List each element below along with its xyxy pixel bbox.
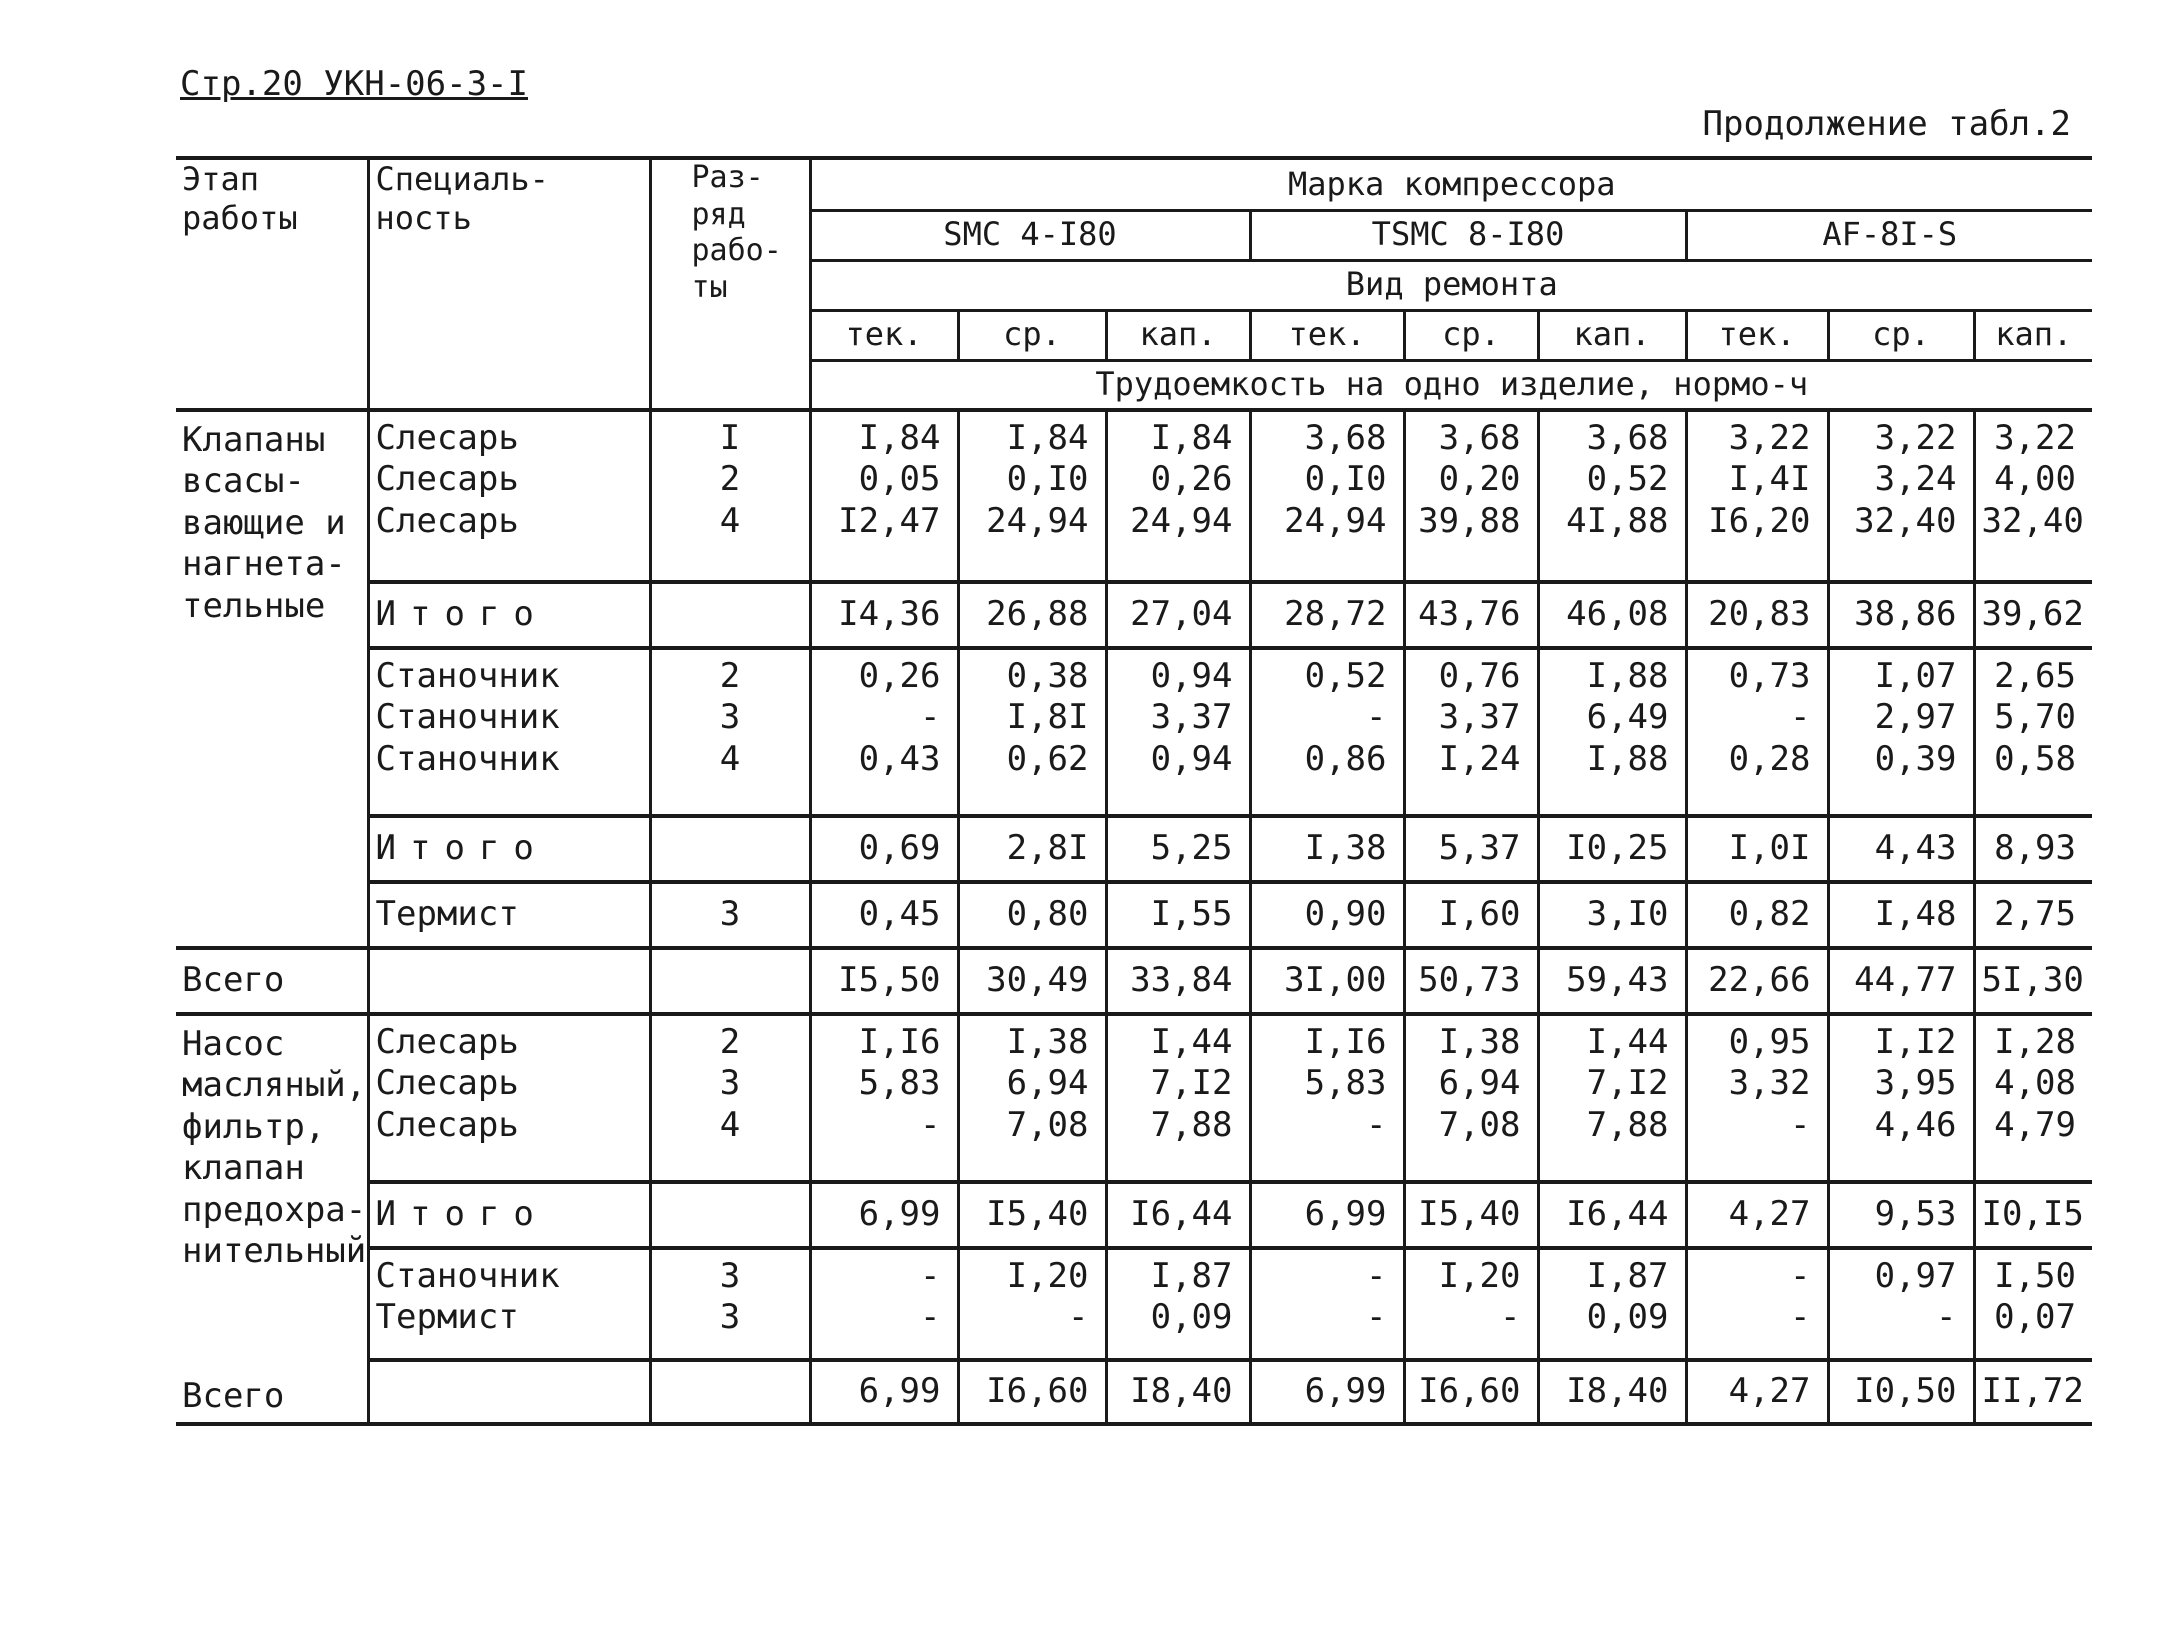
labor-caption: Трудоемкость на одно изделие, нормо-ч <box>810 360 2092 410</box>
table-row <box>176 882 2092 948</box>
col-header-grade: Раз- ряд рабо- ты <box>650 158 810 410</box>
grand-total-value: I0,50 <box>1828 1360 1974 1424</box>
total-value: 46,08 <box>1538 582 1686 648</box>
value-cell: I,87 0,09 <box>1106 1248 1250 1360</box>
col-header-stage: Этап работы <box>176 158 368 410</box>
grade-cell: 2 3 4 <box>650 648 810 816</box>
model-af-81-s: AF-8I-S <box>1686 210 2092 260</box>
grand-total-value: I6,60 <box>958 1360 1106 1424</box>
value-cell: I,07 2,97 0,39 <box>1828 648 1974 816</box>
grand-total-value: 33,84 <box>1106 948 1250 1014</box>
value-cell: 3,68 0,I0 24,94 <box>1250 410 1404 582</box>
value-cell: 0,52 - 0,86 <box>1250 648 1404 816</box>
value-cell: I,60 <box>1404 882 1538 948</box>
value-cell: - - <box>1250 1248 1404 1360</box>
total-value: I5,40 <box>958 1182 1106 1248</box>
value-cell: 3,22 I,4I I6,20 <box>1686 410 1828 582</box>
table-row <box>176 1248 2092 1360</box>
grand-total-value: I8,40 <box>1538 1360 1686 1424</box>
page-header: Стр.20 УКН-06-3-I <box>180 64 528 104</box>
grand-total-value: 4,27 <box>1686 1360 1828 1424</box>
grand-total-value: I6,60 <box>1404 1360 1538 1424</box>
specialty-cell <box>368 1360 650 1424</box>
value-cell: 2,75 <box>1974 882 2092 948</box>
grade-cell: 3 <box>650 882 810 948</box>
value-cell: I,88 6,49 I,88 <box>1538 648 1686 816</box>
col-header-repair-type: Вид ремонта <box>810 260 2092 310</box>
grade-cell: 3 3 <box>650 1248 810 1360</box>
total-value: 27,04 <box>1106 582 1250 648</box>
repair-kind: ср. <box>1828 310 1974 360</box>
total-value: I6,44 <box>1538 1182 1686 1248</box>
total-value: 26,88 <box>958 582 1106 648</box>
table-row <box>176 1014 2092 1182</box>
value-cell: I,I6 5,83 - <box>810 1014 958 1182</box>
total-value: 0,69 <box>810 816 958 882</box>
value-cell: I,38 6,94 7,08 <box>1404 1014 1538 1182</box>
col-header-specialty: Специаль- ность <box>368 158 650 410</box>
value-cell: I,44 7,I2 7,88 <box>1106 1014 1250 1182</box>
value-cell: I,50 0,07 <box>1974 1248 2092 1360</box>
total-value: I,0I <box>1686 816 1828 882</box>
value-cell: 0,76 3,37 I,24 <box>1404 648 1538 816</box>
total-value: I,38 <box>1250 816 1404 882</box>
grade-cell <box>650 582 810 648</box>
value-cell: I,84 0,26 24,94 <box>1106 410 1250 582</box>
grand-total-label: Всего <box>176 948 368 1014</box>
grand-total-value: I5,50 <box>810 948 958 1014</box>
specialty-cell: Станочник Станочник Станочник <box>368 648 650 816</box>
value-cell: 0,38 I,8I 0,62 <box>958 648 1106 816</box>
value-cell: 3,22 3,24 32,40 <box>1828 410 1974 582</box>
value-cell: I,20 - <box>958 1248 1106 1360</box>
grand-total-value: 6,99 <box>810 1360 958 1424</box>
labor-table <box>176 156 2092 1426</box>
value-cell: 0,80 <box>958 882 1106 948</box>
total-row <box>176 582 2092 648</box>
value-cell: I,44 7,I2 7,88 <box>1538 1014 1686 1182</box>
value-cell: 0,82 <box>1686 882 1828 948</box>
stage-oil-pump: Насос масляный, фильтр, клапан предохра- нительный <box>176 1014 368 1424</box>
repair-kind: тек. <box>1250 310 1404 360</box>
total-value: 43,76 <box>1404 582 1538 648</box>
table-row <box>176 410 2092 582</box>
specialty-cell: Станочник Термист <box>368 1248 650 1360</box>
total-row <box>176 816 2092 882</box>
repair-kind: кап. <box>1106 310 1250 360</box>
total-row <box>176 1182 2092 1248</box>
grand-total-value: 5I,30 <box>1974 948 2092 1014</box>
total-label: Итого <box>368 816 650 882</box>
grade-cell <box>650 948 810 1014</box>
total-label: Итого <box>368 582 650 648</box>
grand-total-label-2: Всего <box>182 1376 292 1416</box>
total-value: 6,99 <box>1250 1182 1404 1248</box>
grand-total-value: 59,43 <box>1538 948 1686 1014</box>
value-cell: 3,68 0,52 4I,88 <box>1538 410 1686 582</box>
grand-total-value: 50,73 <box>1404 948 1538 1014</box>
total-value: 39,62 <box>1974 582 2092 648</box>
col-header-compressor-brand: Марка компрессора <box>810 158 2092 210</box>
value-cell: I,84 0,05 I2,47 <box>810 410 958 582</box>
grand-total-value: 22,66 <box>1686 948 1828 1014</box>
model-smc-4-180: SMC 4-I80 <box>810 210 1250 260</box>
total-value: 4,43 <box>1828 816 1974 882</box>
total-value: 9,53 <box>1828 1182 1974 1248</box>
total-value: 6,99 <box>810 1182 958 1248</box>
value-cell: 0,95 3,32 - <box>1686 1014 1828 1182</box>
value-cell: 3,22 4,00 32,40 <box>1974 410 2092 582</box>
repair-kind: тек. <box>1686 310 1828 360</box>
repair-kind: кап. <box>1538 310 1686 360</box>
grand-total-value: I8,40 <box>1106 1360 1250 1424</box>
value-cell: I,84 0,I0 24,94 <box>958 410 1106 582</box>
value-cell: I,20 - <box>1404 1248 1538 1360</box>
value-cell: 0,90 <box>1250 882 1404 948</box>
value-cell: I,87 0,09 <box>1538 1248 1686 1360</box>
grand-total-value: 6,99 <box>1250 1360 1404 1424</box>
table-continuation-label: Продолжение табл.2 <box>1702 104 2071 144</box>
specialty-cell <box>368 948 650 1014</box>
total-value: I0,25 <box>1538 816 1686 882</box>
value-cell: I,I6 5,83 - <box>1250 1014 1404 1182</box>
value-cell: - - <box>810 1248 958 1360</box>
total-value: 28,72 <box>1250 582 1404 648</box>
total-value: I0,I5 <box>1974 1182 2092 1248</box>
specialty-cell: Слесарь Слесарь Слесарь <box>368 410 650 582</box>
total-value: 20,83 <box>1686 582 1828 648</box>
value-cell: 0,94 3,37 0,94 <box>1106 648 1250 816</box>
grand-total-value: 30,49 <box>958 948 1106 1014</box>
total-value: I6,44 <box>1106 1182 1250 1248</box>
grade-cell: 2 3 4 <box>650 1014 810 1182</box>
value-cell: 0,97 - <box>1828 1248 1974 1360</box>
table-row <box>176 648 2092 816</box>
grade-cell <box>650 1182 810 1248</box>
total-value: 4,27 <box>1686 1182 1828 1248</box>
value-cell: 3,I0 <box>1538 882 1686 948</box>
stage-valves: Клапаны всасы- вающие и нагнета- тельные <box>176 410 368 948</box>
value-cell: I,55 <box>1106 882 1250 948</box>
grand-total-value: 44,77 <box>1828 948 1974 1014</box>
total-value: 5,37 <box>1404 816 1538 882</box>
grade-cell <box>650 816 810 882</box>
specialty-cell: Термист <box>368 882 650 948</box>
specialty-cell: Слесарь Слесарь Слесарь <box>368 1014 650 1182</box>
value-cell: I,28 4,08 4,79 <box>1974 1014 2092 1182</box>
total-label: Итого <box>368 1182 650 1248</box>
grand-total-row <box>176 948 2092 1014</box>
grade-cell: I 2 4 <box>650 410 810 582</box>
value-cell: 0,26 - 0,43 <box>810 648 958 816</box>
repair-kind: тек. <box>810 310 958 360</box>
header-row-brand <box>176 158 2092 210</box>
value-cell: 0,45 <box>810 882 958 948</box>
value-cell: I,I2 3,95 4,46 <box>1828 1014 1974 1182</box>
total-value: I5,40 <box>1404 1182 1538 1248</box>
grand-total-row <box>176 1360 2092 1424</box>
total-value: I4,36 <box>810 582 958 648</box>
total-value: 5,25 <box>1106 816 1250 882</box>
value-cell: 3,68 0,20 39,88 <box>1404 410 1538 582</box>
value-cell: - - <box>1686 1248 1828 1360</box>
value-cell: 2,65 5,70 0,58 <box>1974 648 2092 816</box>
value-cell: I,48 <box>1828 882 1974 948</box>
grade-cell <box>650 1360 810 1424</box>
repair-kind: ср. <box>958 310 1106 360</box>
grand-total-value: 3I,00 <box>1250 948 1404 1014</box>
repair-kind: ср. <box>1404 310 1538 360</box>
repair-kind: кап. <box>1974 310 2092 360</box>
value-cell: I,38 6,94 7,08 <box>958 1014 1106 1182</box>
total-value: 8,93 <box>1974 816 2092 882</box>
grand-total-value: II,72 <box>1974 1360 2092 1424</box>
value-cell: 0,73 - 0,28 <box>1686 648 1828 816</box>
total-value: 2,8I <box>958 816 1106 882</box>
model-tsmc-8-180: TSMC 8-I80 <box>1250 210 1686 260</box>
total-value: 38,86 <box>1828 582 1974 648</box>
